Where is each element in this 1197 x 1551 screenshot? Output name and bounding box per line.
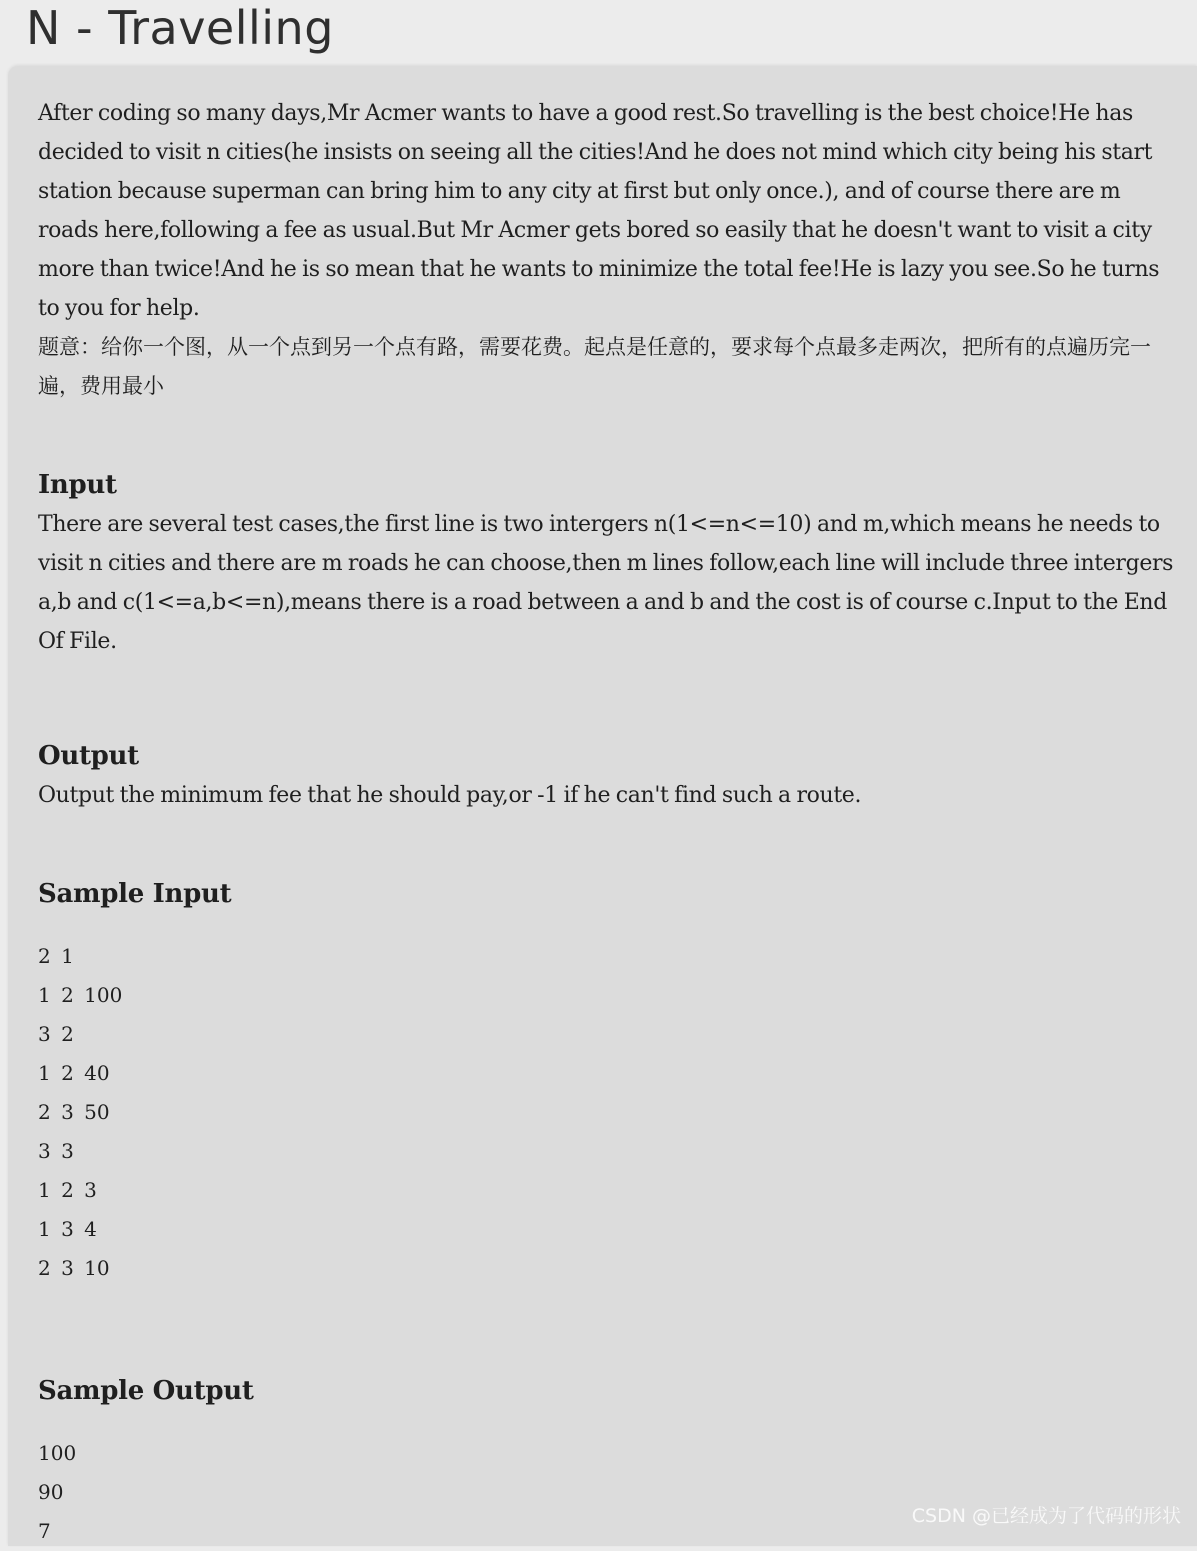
problem-translation: 题意：给你一个图，从一个点到另一个点有路，需要花费。起点是任意的，要求每个点最多走两次，把所有的点遍历完一遍，费用最小 (38, 335, 1151, 398)
sample-input-line: 2 3 10 (38, 1256, 110, 1280)
sample-input-line: 2 1 (38, 944, 74, 968)
sample-input-line: 1 3 4 (38, 1217, 97, 1241)
spacer (38, 661, 1178, 737)
problem-description: After coding so many days,Mr Acmer wants to have a good rest.So travelling is the best choice!He has decided to visit n cities(he insists on seeing all the cities!And he does not mind which city being his start station because superman can bring him to any city at first but only once.), and of course there are m roads here,following a fee as usual.But Mr Acmer gets bored so easily that he doesn't want to visit a city more than twice!And he is so mean that he wants to minimize the total fee!He is lazy you see.So he turns to you for help. (38, 101, 1160, 321)
sample-input-heading: Sample Input (38, 879, 232, 909)
problem-content (38, 94, 1178, 1551)
watermark: CSDN @已经成为了代码的形状 (911, 1505, 1181, 1527)
output-description: Output the minimum fee that he should pay,or -1 if he can't find such a route. (38, 783, 862, 808)
page-title: N - Travelling (26, 1, 334, 55)
spacer (38, 815, 1178, 875)
sample-output-line: 100 (38, 1441, 77, 1465)
sample-output-block (38, 1434, 1178, 1551)
sample-input-line: 3 3 (38, 1139, 74, 1163)
spacer (38, 1411, 1178, 1434)
input-description: There are several test cases,the first line is two intergers n(1<=n<=10) and m,which means he needs to visit n cities and there are m roads he can choose,then m lines follow,each line will include three intergers a,b and c(1<=a,b<=n),means there is a road between a and b and the cost is of course c.Input to the End Of File. (38, 512, 1174, 654)
sample-output-heading: Sample Output (38, 1376, 254, 1406)
sample-input-line: 1 2 3 (38, 1178, 97, 1202)
problem-panel (8, 66, 1197, 1546)
sample-input-line: 2 3 50 (38, 1100, 110, 1124)
sample-output-line: 7 (38, 1519, 51, 1543)
sample-input-block (38, 937, 1178, 1288)
sample-input-line: 1 2 40 (38, 1061, 110, 1085)
spacer (38, 914, 1178, 937)
output-heading: Output (38, 741, 139, 771)
input-heading: Input (38, 470, 117, 500)
sample-output-line: 90 (38, 1480, 64, 1504)
sample-input-line: 3 2 (38, 1022, 74, 1046)
spacer (38, 406, 1178, 466)
spacer (38, 1288, 1178, 1372)
sample-input-line: 1 2 100 (38, 983, 123, 1007)
